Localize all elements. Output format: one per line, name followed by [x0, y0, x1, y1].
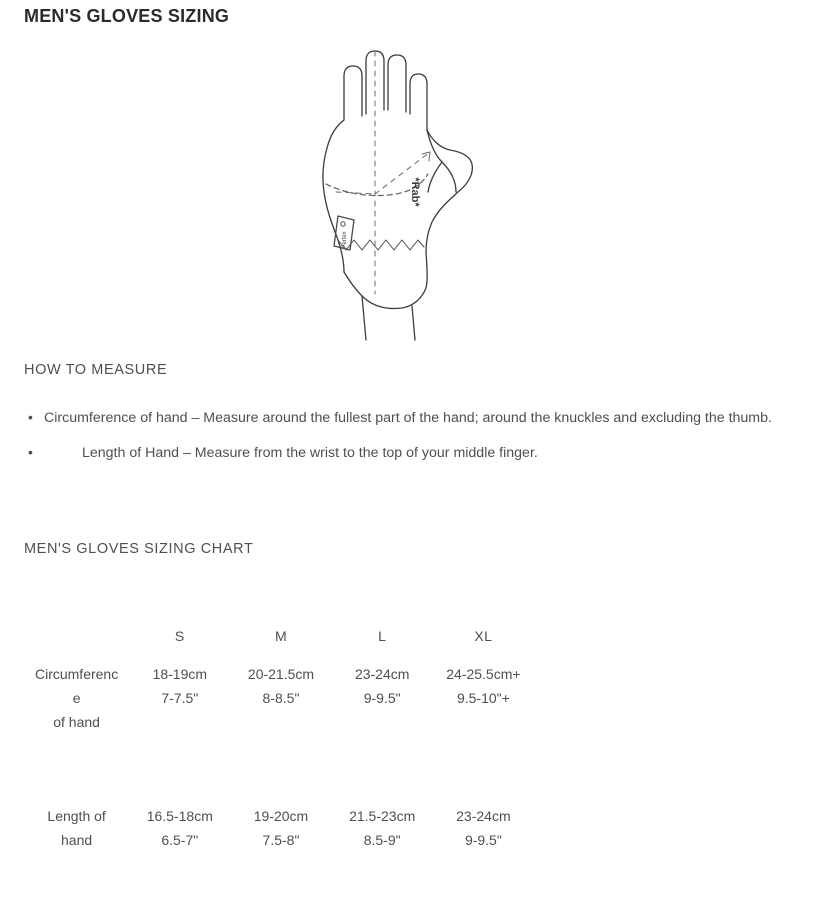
cell-inch: 7.5-8" [262, 832, 300, 848]
row-label-line: hand [61, 832, 93, 848]
sizing-chart-heading: MEN'S GLOVES SIZING CHART [24, 541, 254, 557]
table-spacer-cell [332, 734, 433, 804]
table-cell [230, 662, 331, 734]
cell-inch: 9-9.5" [363, 690, 401, 706]
cell-cm: 21.5-23cm [349, 808, 416, 824]
table-cell [433, 804, 534, 852]
cell-cm: 23-24cm [456, 808, 511, 824]
table-spacer-cell [230, 734, 331, 804]
glove-illustration [0, 44, 839, 344]
table-header-row [24, 628, 534, 662]
cell-cm: 19-20cm [253, 808, 309, 824]
column-header-l: L [378, 628, 387, 644]
table-cell [129, 804, 230, 852]
row-label-line: of hand [53, 714, 100, 730]
measure-instructions-list [24, 406, 824, 476]
table-spacer-cell [24, 734, 129, 804]
cell-cm: 16.5-18cm [146, 808, 213, 824]
table-row [24, 804, 534, 852]
cell-cm: 24-25.5cm+ [446, 666, 521, 682]
table-cell [129, 662, 230, 734]
column-header-xl: XL [474, 628, 493, 644]
list-item-text: Length of Hand – Measure from the wrist to the top of your middle finger. [82, 445, 538, 461]
cell-cm: 20-21.5cm [247, 666, 315, 682]
table-cell [332, 662, 433, 734]
table-row [24, 662, 534, 734]
cell-inch: 6.5-7" [161, 832, 199, 848]
table-spacer-row [24, 734, 534, 804]
pertex-logo-icon [340, 222, 344, 226]
how-to-measure-heading: HOW TO MEASURE [24, 362, 168, 378]
cell-inch: 8-8.5" [262, 690, 300, 706]
sizing-chart-table [24, 628, 534, 852]
row-label-line: Circumferenc [34, 666, 119, 682]
list-item [42, 441, 824, 465]
table-cell [332, 804, 433, 852]
table-spacer-cell [129, 734, 230, 804]
list-item [42, 406, 824, 430]
cell-inch: 7-7.5" [161, 690, 199, 706]
table-spacer-cell [433, 734, 534, 804]
row-label-line: e [72, 690, 81, 706]
column-header-s: S [174, 628, 185, 644]
row-label-circumference [24, 662, 129, 734]
row-label-length [24, 804, 129, 852]
table-corner-cell [24, 628, 129, 662]
column-header-m: M [274, 628, 288, 644]
glove-illustration-svg [280, 44, 560, 344]
brand-logo-text: *Rab* [408, 177, 421, 207]
pertex-tag-text: Pertex [341, 231, 348, 249]
cell-inch: 8.5-9" [363, 832, 401, 848]
cell-cm: 23-24cm [354, 666, 410, 682]
list-item-text: Circumference of hand – Measure around the fullest part of the hand; around the knuckles and excluding the thumb. [44, 410, 772, 426]
cell-inch: 9.5-10"+ [456, 690, 510, 706]
table-cell [230, 804, 331, 852]
row-label-line: Length of [47, 808, 106, 824]
page-title: MEN'S GLOVES SIZING [24, 6, 230, 26]
cell-cm: 18-19cm [152, 666, 208, 682]
cell-inch: 9-9.5" [464, 832, 502, 848]
table-cell [433, 662, 534, 734]
